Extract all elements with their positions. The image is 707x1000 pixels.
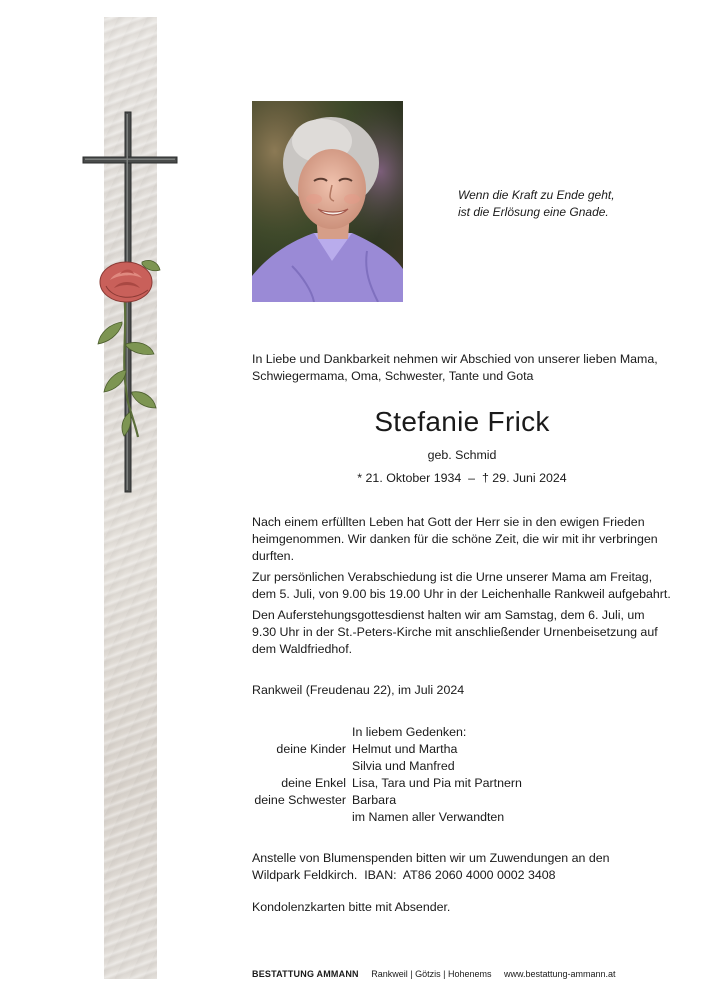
donation-line: Wildpark Feldkirch. IBAN: AT86 2060 4000 0002 3408 xyxy=(252,868,556,882)
mourners-list xyxy=(252,724,522,826)
mourners-heading: In liebem Gedenken: xyxy=(352,725,467,739)
list-item xyxy=(252,792,522,809)
funeral-home-website[interactable]: www.bestattung-ammann.at xyxy=(504,969,616,979)
mourner-names: Silvia und Manfred xyxy=(352,759,455,773)
rose-icon xyxy=(92,252,172,442)
donation-line: Anstelle von Blumenspenden bitten wir um Zuwendungen an den xyxy=(252,851,610,865)
mourner-names: Helmut und Martha xyxy=(352,742,458,756)
list-item xyxy=(252,758,522,775)
portrait-photo xyxy=(252,101,403,302)
body-paragraph: Nach einem erfüllten Leben hat Gott der Herr sie in den ewigen Frieden heimgenommen. Wir danken für die schöne Zeit, die wir mit ihr verbringen durften. xyxy=(252,515,658,563)
maiden-name: geb. Schmid xyxy=(427,448,497,462)
intro-line: Schwiegermama, Oma, Schwester, Tante und Gota xyxy=(252,369,534,383)
deceased-name: Stefanie Frick xyxy=(374,406,550,437)
quote-line: ist die Erlösung eine Gnade. xyxy=(458,205,609,219)
life-dates: * 21. Oktober 1934 – † 29. Juni 2024 xyxy=(357,471,567,485)
mourner-role: deine Schwester xyxy=(254,793,346,807)
list-item xyxy=(252,741,522,758)
body-paragraph: Den Auferstehungsgottesdienst halten wir am Samstag, dem 6. Juli, um 9.30 Uhr in der St.-Peters-Kirche mit anschließender Urnenbeisetzung auf dem Waldfriedhof. xyxy=(252,608,658,656)
condolence-note: Kondolenzkarten bitte mit Absender. xyxy=(252,900,451,914)
quote-line: Wenn die Kraft zu Ende geht, xyxy=(458,188,615,202)
announcement-body xyxy=(252,514,671,662)
donation-note xyxy=(252,850,671,884)
place-date: Rankweil (Freudenau 22), im Juli 2024 xyxy=(252,683,465,697)
mourner-role xyxy=(252,758,352,775)
funeral-home-brand: BESTATTUNG AMMANN xyxy=(252,969,359,979)
quote xyxy=(458,187,615,221)
mourner-names: im Namen aller Verwandten xyxy=(352,810,505,824)
mourners-heading-row xyxy=(252,724,522,741)
footer xyxy=(252,969,616,979)
body-paragraph: Zur persönlichen Verabschiedung ist die Urne unserer Mama am Freitag, dem 5. Juli, von 9.00 bis 19.00 Uhr in der Leichenhalle Rankweil aufgebahrt. xyxy=(252,570,671,601)
mourner-role: deine Enkel xyxy=(281,776,346,790)
list-item xyxy=(252,775,522,792)
mourner-role xyxy=(252,809,352,826)
list-item xyxy=(252,809,522,826)
funeral-home-locations: Rankweil | Götzis | Hohenems xyxy=(371,969,492,979)
mourner-names: Barbara xyxy=(352,793,397,807)
intro-line: In Liebe und Dankbarkeit nehmen wir Abschied von unserer lieben Mama, xyxy=(252,352,658,366)
mourner-names: Lisa, Tara und Pia mit Partnern xyxy=(352,776,522,790)
intro-text xyxy=(252,351,672,385)
mourner-role: deine Kinder xyxy=(276,742,346,756)
